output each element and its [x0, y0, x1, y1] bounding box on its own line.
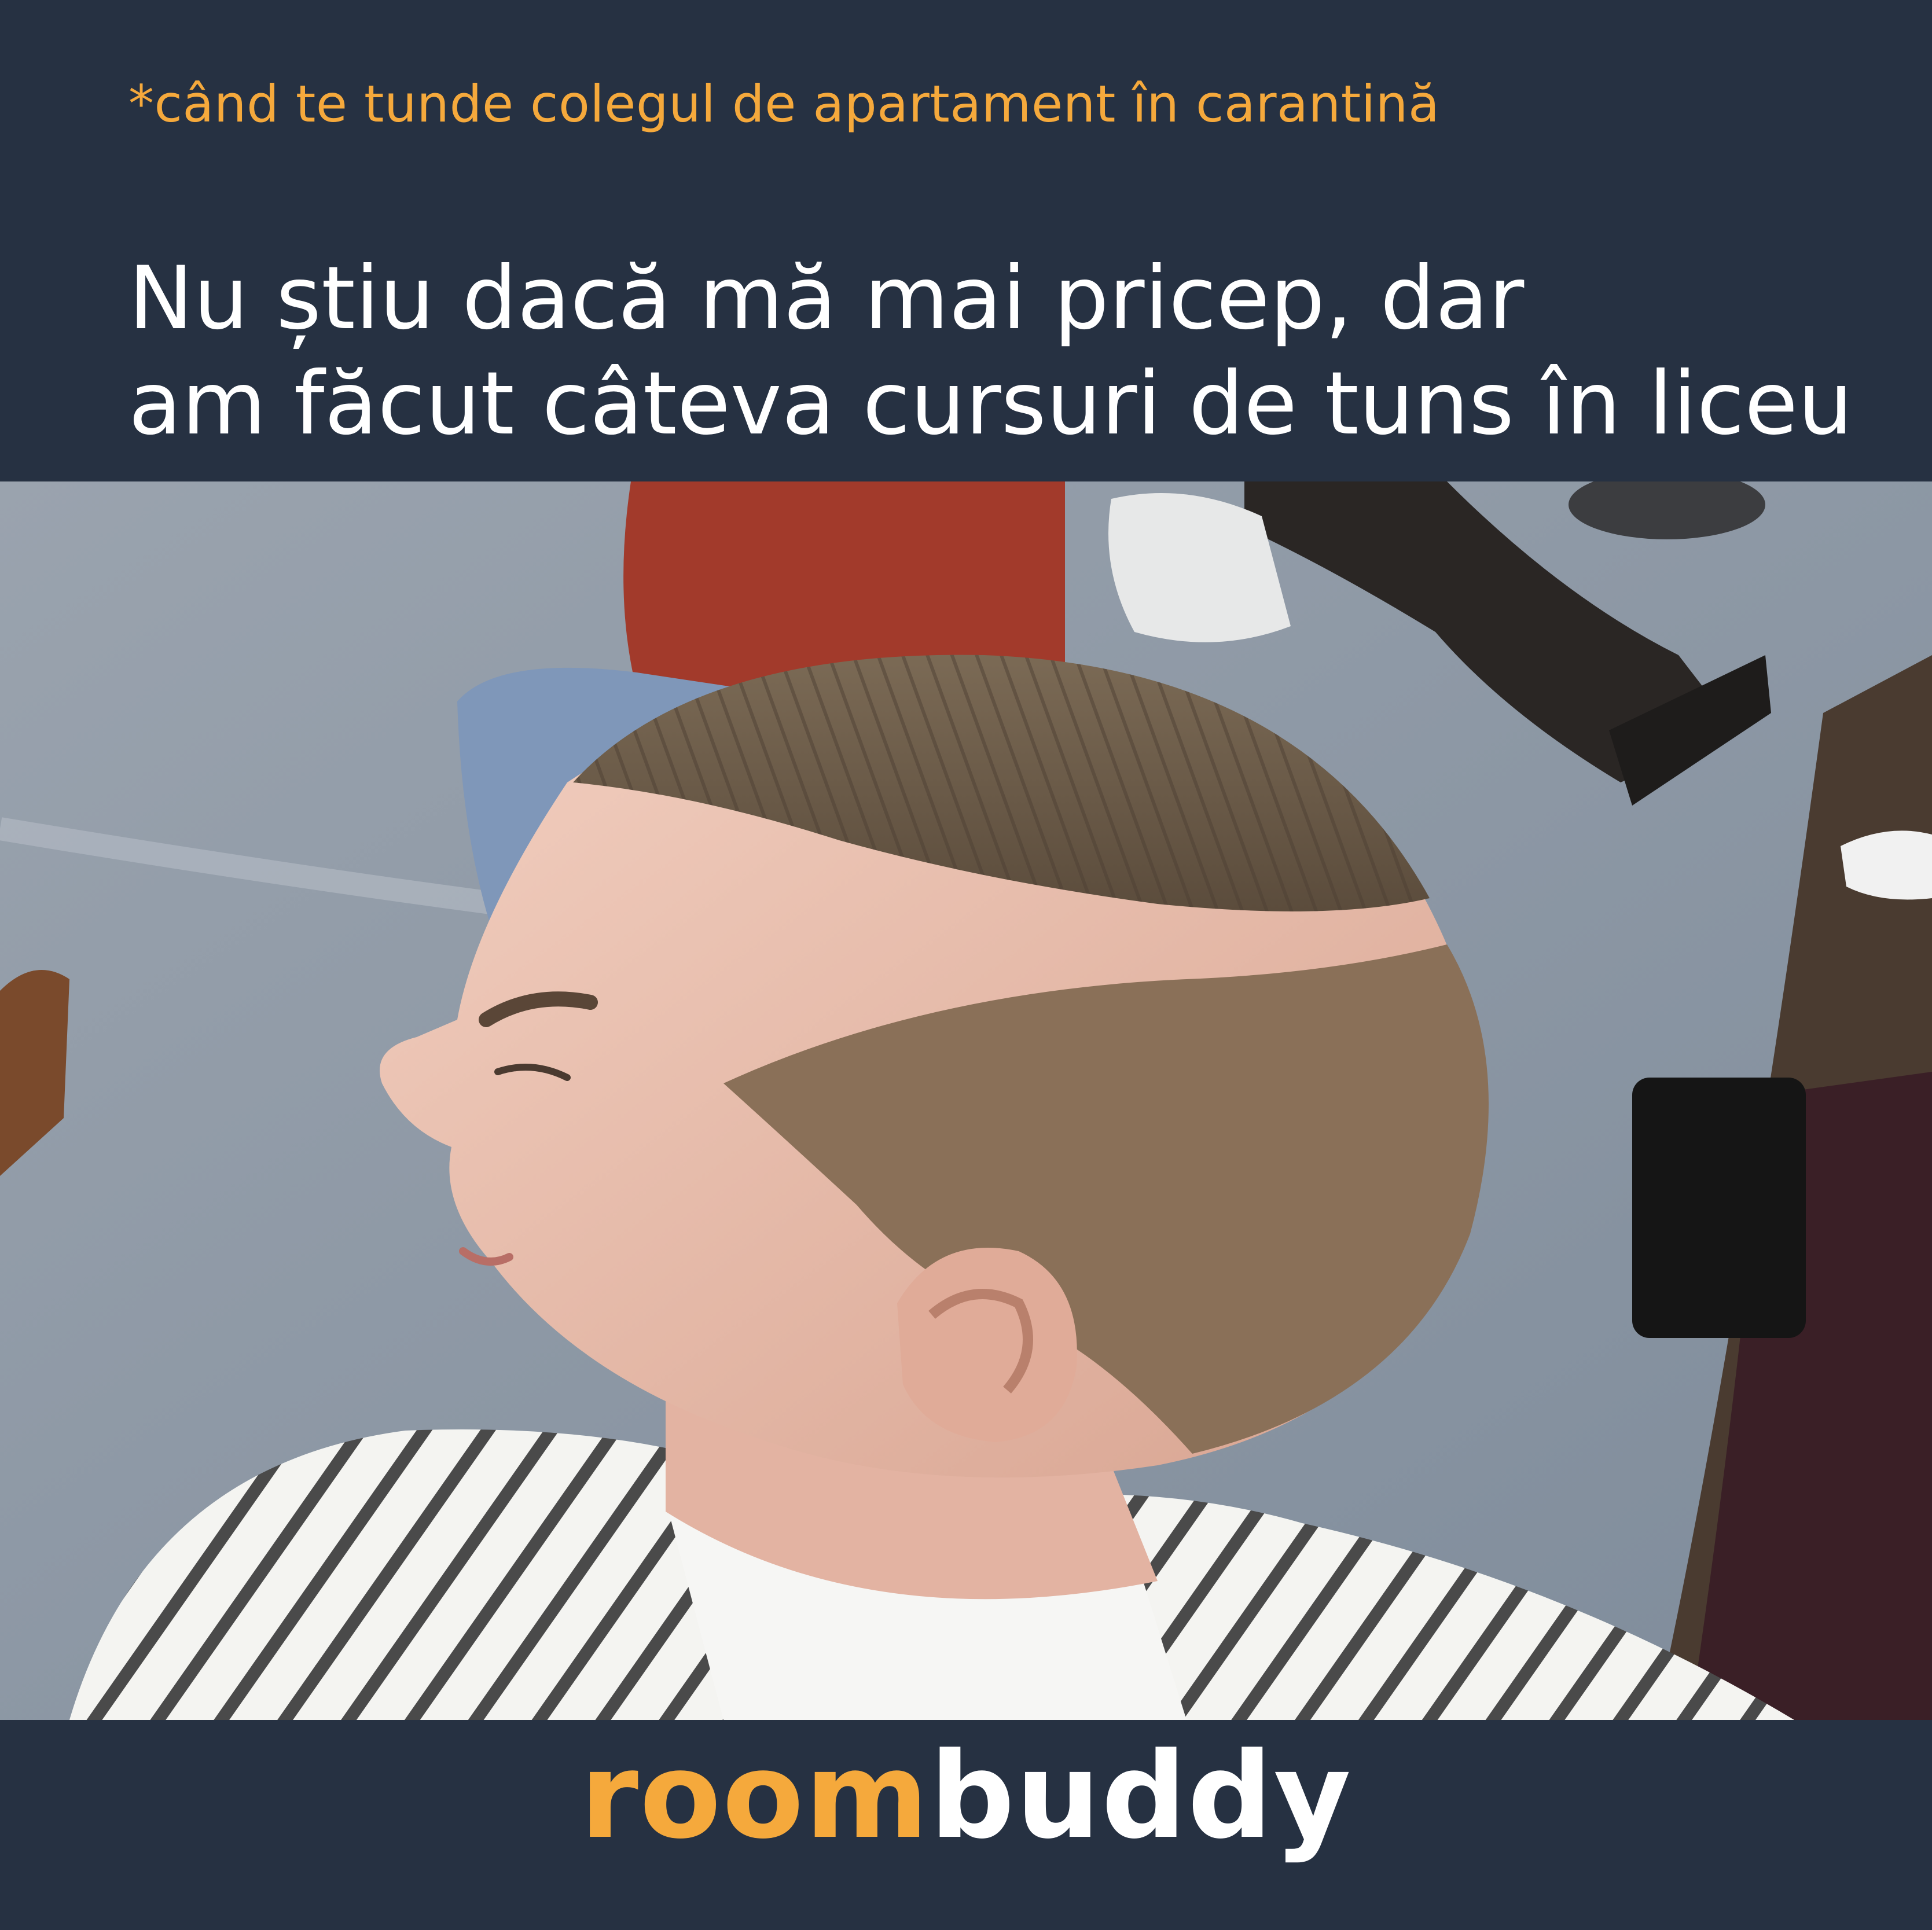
haircut-photo: [0, 481, 1932, 1720]
headline-line-1: Nu știu dacă mă mai pricep, dar: [128, 248, 1525, 349]
photo-illustration: [0, 481, 1932, 1720]
brand-logo: [0, 1727, 1932, 1865]
caption-text: *când te tunde colegul de apartament în carantină: [128, 74, 1440, 134]
brand-part-buddy: buddy: [930, 1727, 1353, 1865]
header-panel: [0, 0, 1932, 481]
ear: [897, 1248, 1077, 1442]
black-bag: [1632, 1078, 1806, 1338]
headline-line-2: am făcut câteva cursuri de tuns în liceu: [128, 354, 1853, 454]
towel-right: [1841, 830, 1932, 899]
brand-part-room: room: [579, 1727, 930, 1865]
headline: [128, 246, 1853, 457]
